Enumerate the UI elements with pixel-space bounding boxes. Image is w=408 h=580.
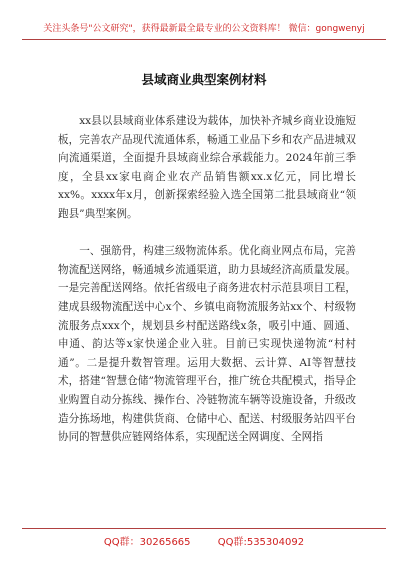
footer (0, 533, 408, 548)
header-banner: 关注头条号"公文研究"，获得最新最全最专业的公文资料库！ 微信：gongwenyj (43, 24, 365, 34)
page-title: 县域商业典型案例材料 (141, 72, 267, 87)
footer-qq-group-1: QQ群：30265665 (103, 537, 191, 548)
paragraph-intro: xx县以县域商业体系建设为载体，加快补齐城乡商业设施短板，完善农产品现代流通体系，畅通工业品下乡和农产品进城双向流通渠道，全面提升县域商业综合承载能力。2024年前三季度，全县xx家电商企业农产品销售额xx.x亿元，同比增长xx%。xxxx年x月，创新探索经验入选全国第二批县域商业“领跑县”典型案例。 (58, 115, 356, 220)
header-divider (22, 39, 386, 40)
footer-qq-group-2: QQ群:535304092 (217, 537, 305, 548)
footer-divider (22, 528, 386, 529)
paragraph-section-1: 一、强筋骨，构建三级物流体系。优化商业网点布局，完善物流配送网络，畅通城乡流通渠道，助力县域经济高质量发展。一是完善配送网络。依托省级电子商务进农村示范县项目工程，建成县级物流配送中心x个、乡镇电商物流服务站xx个、村级物流服务点xxx个，规划县乡村配送路线x条，吸引中通、圆通、申通、韵达等x家快递企业入驻。目前已实现快递物流“村村通”。二是提升数智管理。运用大数据、云计算、AI等智慧技术，搭建“智慧仓储”物流管理平台，推广统仓共配模式，指导企业购置自动分拣线、操作台、冷链物流车辆等设施设备，升级改造分拣场地，构建供货商、仓储中心、配送、村级服务站四平台协同的智慧供应链网络体系，实现配送全网调度、全网指 (58, 245, 356, 444)
document-body (58, 112, 356, 447)
